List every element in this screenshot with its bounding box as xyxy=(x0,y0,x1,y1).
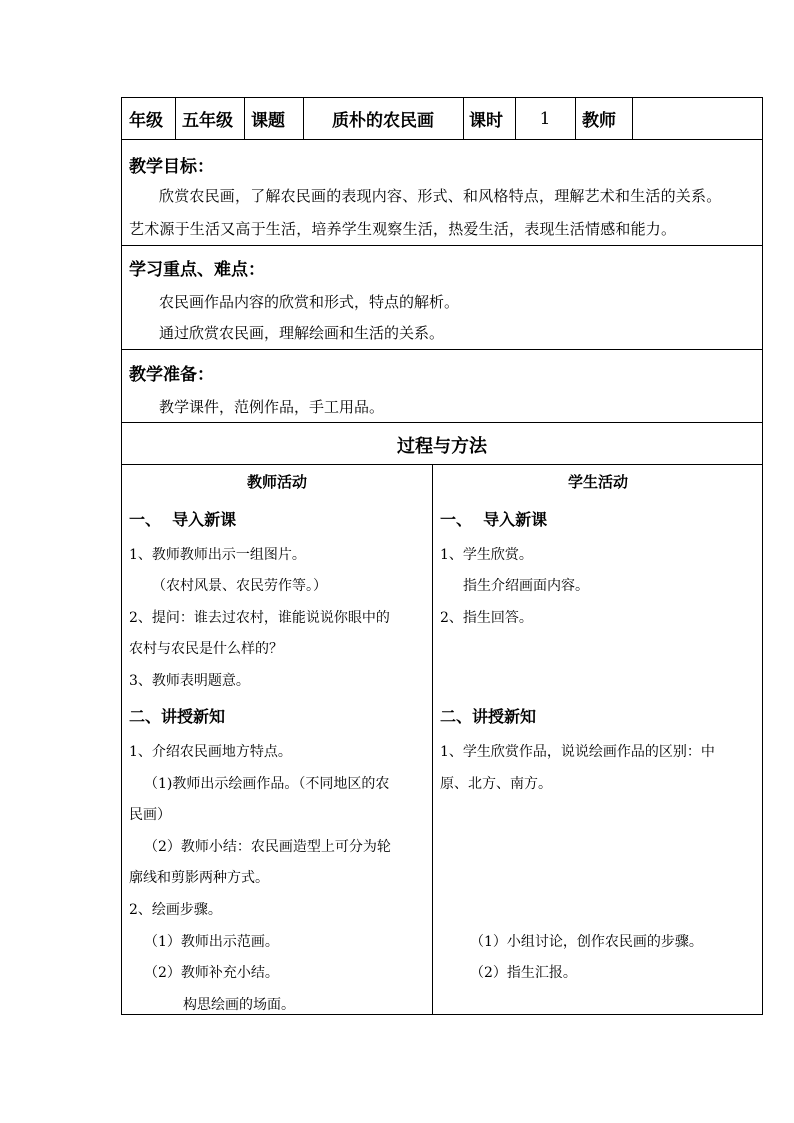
hours-value: 1 xyxy=(539,108,551,129)
student-activity-header: 学生活动 xyxy=(567,473,628,491)
teacher-line: 1、教师教师出示一组图片。 xyxy=(129,547,306,563)
divider xyxy=(575,98,576,139)
divider xyxy=(244,98,245,139)
teacher-line: 2、绘画步骤。 xyxy=(129,902,222,918)
focus-line-2: 通过欣赏农民画，理解绘画和生活的关系。 xyxy=(159,324,445,342)
divider xyxy=(463,98,464,139)
student-line: 1、学生欣赏。 xyxy=(440,547,533,563)
teacher-line: 农村与农民是什么样的？ xyxy=(129,641,283,657)
lesson-plan-table xyxy=(121,97,763,1015)
teacher-section-1: 一、 导入新课 xyxy=(129,510,237,529)
row-divider xyxy=(122,139,762,140)
preparation-title: 教学准备： xyxy=(129,365,214,385)
teacher-line: （1）教师出示范画。 xyxy=(144,934,279,950)
divider xyxy=(175,98,176,139)
teacher-line: （农村风景、农民劳作等。） xyxy=(152,578,327,594)
student-line: 1、学生欣赏作品，说说绘画作品的区别：中 xyxy=(440,744,715,760)
row-divider xyxy=(122,245,762,246)
grade-value: 五年级 xyxy=(182,111,233,131)
student-line: 原、北方、南方。 xyxy=(440,776,552,792)
teacher-line: （1)教师出示绘画作品。（不同地区的农 xyxy=(144,776,390,792)
topic-label: 课题 xyxy=(251,111,285,131)
objectives-line-1: 欣赏农民画，了解农民画的表现内容、形式、和风格特点，理解艺术和生活的关系。 xyxy=(159,187,722,205)
hours-label: 课时 xyxy=(469,111,503,131)
student-line: （1）小组讨论，创作农民画的步骤。 xyxy=(470,934,703,950)
grade-label: 年级 xyxy=(129,111,163,131)
teacher-line: 民画） xyxy=(129,807,171,823)
teacher-line: 3、教师表明题意。 xyxy=(129,673,250,689)
teacher-label: 教师 xyxy=(582,111,616,131)
objectives-title: 教学目标： xyxy=(129,157,214,177)
divider xyxy=(632,98,633,139)
topic-value: 质朴的农民画 xyxy=(332,111,434,131)
teacher-line: 构思绘画的场面。 xyxy=(183,997,295,1013)
teacher-line: 2、提问：谁去过农村，谁能说说你眼中的 xyxy=(129,610,390,626)
student-line: 2、指生回答。 xyxy=(440,610,533,626)
student-line: 指生介绍画面内容。 xyxy=(463,578,589,594)
teacher-line: 廓线和剪影两种方式。 xyxy=(129,870,269,886)
teacher-line: （2）教师补充小结。 xyxy=(144,965,279,981)
teacher-section-2: 二、讲授新知 xyxy=(129,707,226,726)
process-title: 过程与方法 xyxy=(397,436,487,457)
student-section-2: 二、讲授新知 xyxy=(440,707,537,726)
row-divider xyxy=(122,422,762,423)
focus-title: 学习重点、难点： xyxy=(129,260,265,280)
focus-line-1: 农民画作品内容的欣赏和形式，特点的解析。 xyxy=(159,293,460,311)
preparation-line-1: 教学课件，范例作品，手工用品。 xyxy=(159,398,385,416)
objectives-line-2: 艺术源于生活又高于生活，培养学生观察生活，热爱生活，表现生活情感和能力。 xyxy=(129,220,677,238)
teacher-line: （2）教师小结：农民画造型上可分为轮 xyxy=(144,839,391,855)
row-divider xyxy=(122,464,762,465)
row-divider xyxy=(122,349,762,350)
student-line: （2）指生汇报。 xyxy=(470,965,577,981)
teacher-line: 1、介绍农民画地方特点。 xyxy=(129,744,292,760)
column-divider xyxy=(432,464,433,1015)
teacher-activity-header: 教师活动 xyxy=(246,473,307,491)
student-section-1: 一、 导入新课 xyxy=(440,510,548,529)
